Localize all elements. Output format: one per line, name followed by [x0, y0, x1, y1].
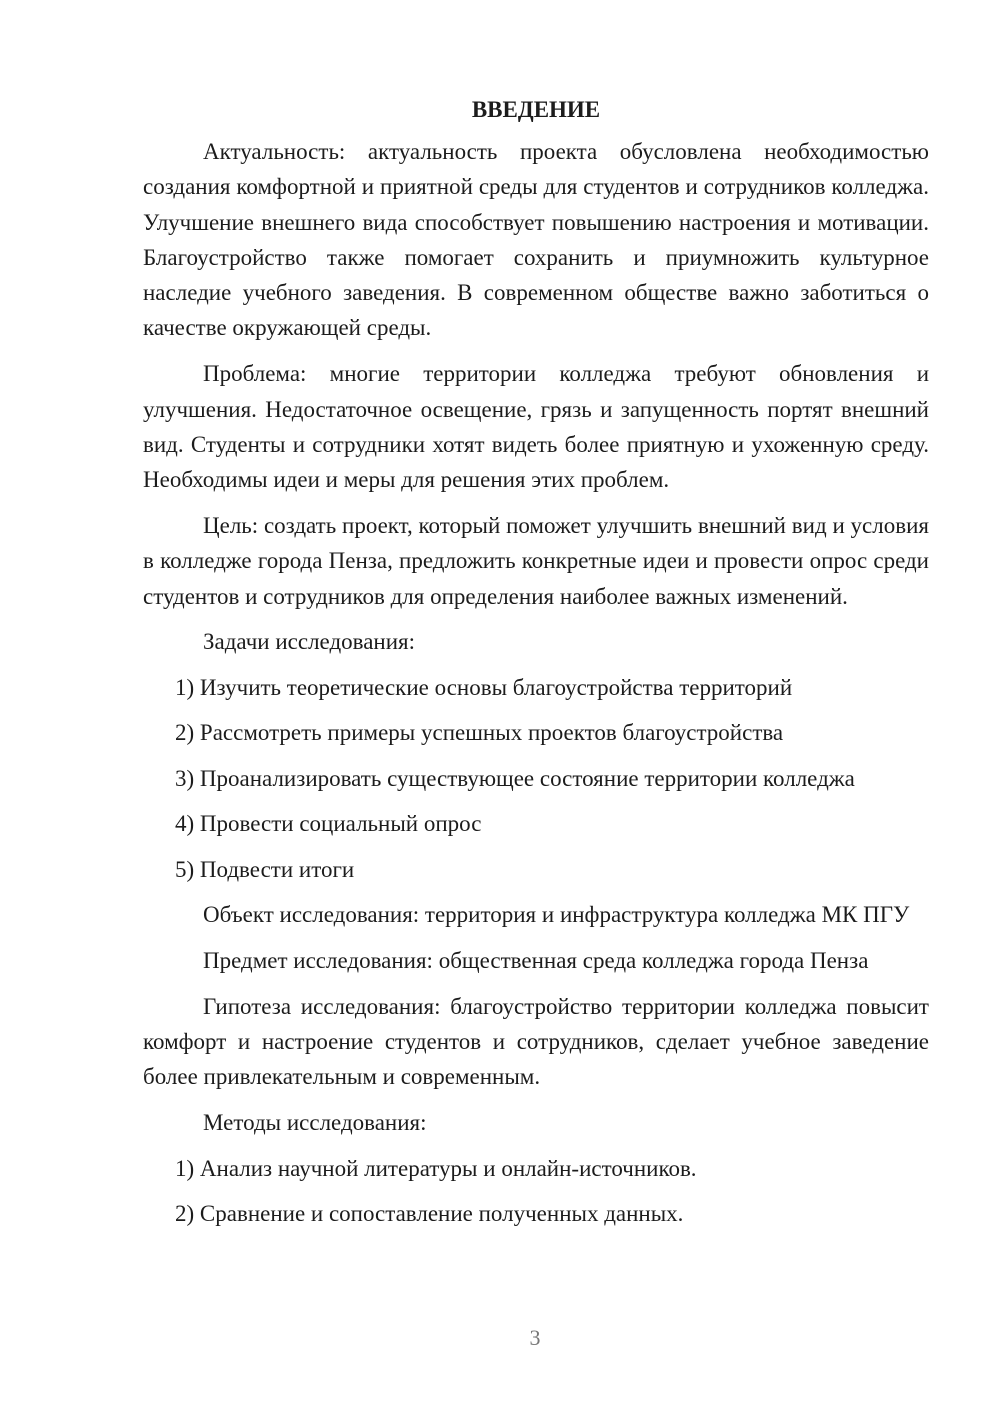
problem-paragraph: Проблема: многие территории колледжа требуют обновления и улучшения. Недостаточное освещение, грязь и запущенность портят внешний вид. Студенты и сотрудники хотят видеть более приятную и ухоженную среду. Необходимы идеи и меры для решения этих проблем. [143, 361, 929, 493]
page-content [143, 92, 929, 1231]
list-item: 5) Подвести итоги [175, 856, 355, 882]
relevance-paragraph: Актуальность: актуальность проекта обусловлена необходимостью создания комфортной и приятной среды для студентов и сотрудников колледжа. Улучшение внешнего вида способствует повышению настроения и мотивации. Благоустройство также помогает сохранить и приумножить культурное наследие учебного заведения. В современном обществе важно заботиться о качестве окружающей среды. [143, 139, 929, 341]
section-title: ВВЕДЕНИЕ [471, 97, 601, 122]
methods-heading: Методы исследования: [203, 1110, 427, 1136]
list-item: 2) Рассмотреть примеры успешных проектов благоустройства [175, 720, 784, 746]
list-item: 1) Анализ научной литературы и онлайн-источников. [175, 1155, 697, 1181]
list-item: 4) Провести социальный опрос [175, 811, 482, 837]
list-item: 2) Сравнение и сопоставление полученных данных. [175, 1201, 684, 1227]
tasks-list [143, 670, 929, 887]
subject-paragraph: Предмет исследования: общественная среда колледжа города Пенза [203, 948, 869, 974]
goal-paragraph: Цель: создать проект, который поможет улучшить внешний вид и условия в колледже города Пенза, предложить конкретные идеи и провести опрос среди студентов и сотрудников для определения наиболее важных изменений. [143, 512, 929, 609]
page-number: 3 [529, 1325, 541, 1350]
tasks-heading: Задачи исследования: [203, 629, 416, 655]
list-item: 3) Проанализировать существующее состояние территории колледжа [175, 765, 855, 791]
hypothesis-paragraph: Гипотеза исследования: благоустройство территории колледжа повысит комфорт и настроение студентов и сотрудников, сделает учебное заведение более привлекательным и современным. [143, 993, 929, 1090]
object-paragraph: Объект исследования: территория и инфраструктура колледжа МК ПГУ [203, 902, 910, 928]
list-item: 1) Изучить теоретические основы благоустройства территорий [175, 674, 793, 700]
methods-list [143, 1151, 929, 1232]
